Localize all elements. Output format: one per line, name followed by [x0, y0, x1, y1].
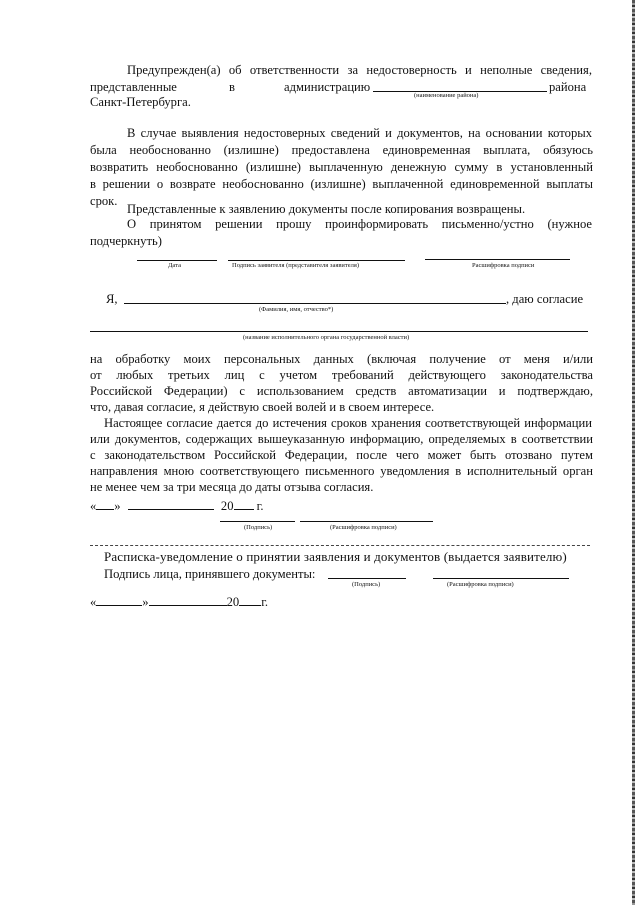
fio-line [124, 303, 506, 304]
signature-decode-line [425, 259, 570, 260]
receipt-sign-line: Подпись лица, принявшего документы: [104, 567, 316, 581]
warning-word-represented: представленные [90, 80, 177, 94]
consent-line-6: или документов, содержащих вышеуказанную информацию, определяемых в соответствии [90, 432, 593, 446]
warning-word-administration: администрацию [284, 80, 371, 94]
date-1-year: 20 [220, 499, 234, 513]
refund-line-2: была необоснованно (излишне) предоставлена единовременная выплата, обязуюсь [90, 143, 593, 157]
cut-line [90, 545, 590, 546]
date-2-suffix: г. [261, 595, 269, 609]
date-caption: Дата [168, 262, 181, 269]
consent-line-7: с законодательством Российской Федерации, после чего может быть отозвано путем [90, 448, 593, 462]
date-2-month-line [149, 594, 227, 606]
refund-line-5: срок. [90, 194, 118, 208]
warning-line-3: Санкт-Петербурга. [90, 95, 191, 109]
fio-caption: (Фамилия, имя, отчество*) [259, 306, 334, 313]
signature-decode-caption: Расшифровка подписи [472, 262, 535, 269]
consent-line-3: Российской Федерации) с использованием средств автоматизации и подтверждаю, [90, 384, 593, 398]
refund-line-3: возвратить необоснованно (излишне) выплаченную денежную сумму в установленный [90, 160, 593, 174]
warning-word-district: района [549, 80, 587, 94]
signature-2-line [220, 521, 295, 522]
applicant-signature-line [228, 260, 405, 261]
date-2-year: 20 [226, 595, 240, 609]
date-2-day-line [96, 594, 142, 606]
date-line [137, 260, 217, 261]
date-1-close: » [114, 499, 121, 513]
receipt-decode-caption: (Расшифровка подписи) [447, 581, 514, 588]
organ-caption: (название исполнительного органа государственной власти) [243, 334, 410, 341]
documents-returned-line: Представленные к заявлению документы после копирования возвращены. [127, 202, 526, 216]
district-caption: (наименование района) [414, 92, 479, 99]
warning-line-1: Предупрежден(а) об ответственности за недостоверность и неполные сведения, [127, 63, 592, 77]
consent-line-2: от любых третьих лиц с учетом требований действующего законодательства [90, 368, 593, 382]
organ-line [90, 331, 588, 332]
applicant-signature-caption: Подпись заявителя (представителя заявителя) [232, 262, 360, 269]
receipt-title: Расписка-уведомление о принятии заявления и документов (выдается заявителю) [104, 549, 567, 564]
warning-word-in: в [229, 80, 235, 94]
signature-2-decode-line [300, 521, 433, 522]
scan-edge [632, 0, 635, 905]
consent-line-5: Настоящее согласие дается до истечения сроков хранения соответствующей информации [104, 416, 592, 430]
date-1-day-line [96, 498, 114, 510]
date-2-year-line [239, 594, 261, 606]
inform-line: О принятом решении прошу проинформировать письменно/устно (нужное [127, 217, 592, 231]
inform-line-underline: подчеркнуть) [90, 234, 162, 248]
date-2-open: « [90, 595, 97, 609]
refund-line-1: В случае выявления недостоверных сведений и документов, на основании которых [127, 126, 592, 140]
consent-agree: , даю согласие [506, 292, 584, 306]
date-1-month-line [128, 498, 214, 510]
receipt-sign-caption: (Подпись) [352, 581, 381, 588]
signature-2-decode-caption: (Расшифровка подписи) [330, 524, 397, 531]
signature-2-caption: (Подпись) [244, 524, 273, 531]
date-2 [90, 594, 268, 610]
date-1 [90, 498, 264, 514]
consent-line-4: что, давая согласие, я действую своей волей и в своем интересе. [90, 400, 435, 414]
date-1-suffix: г. [256, 499, 264, 513]
consent-line-9: не менее чем за три месяца до даты отзыва согласия. [90, 480, 374, 494]
consent-ya: Я, [106, 292, 118, 306]
receipt-decode-line [433, 578, 569, 579]
date-1-year-line [234, 498, 254, 510]
consent-line-8: направления мною соответствующего письменного уведомления в исполнительный орган [90, 464, 593, 478]
date-2-close: » [142, 595, 149, 609]
receipt-signature-line [328, 578, 406, 579]
date-1-open: « [90, 499, 97, 513]
refund-line-4: в решении о возврате необоснованно (излишне) выплаченной единовременной выплаты [90, 177, 593, 191]
consent-line-1: на обработку моих персональных данных (включая получение от меня и/или [90, 352, 593, 366]
